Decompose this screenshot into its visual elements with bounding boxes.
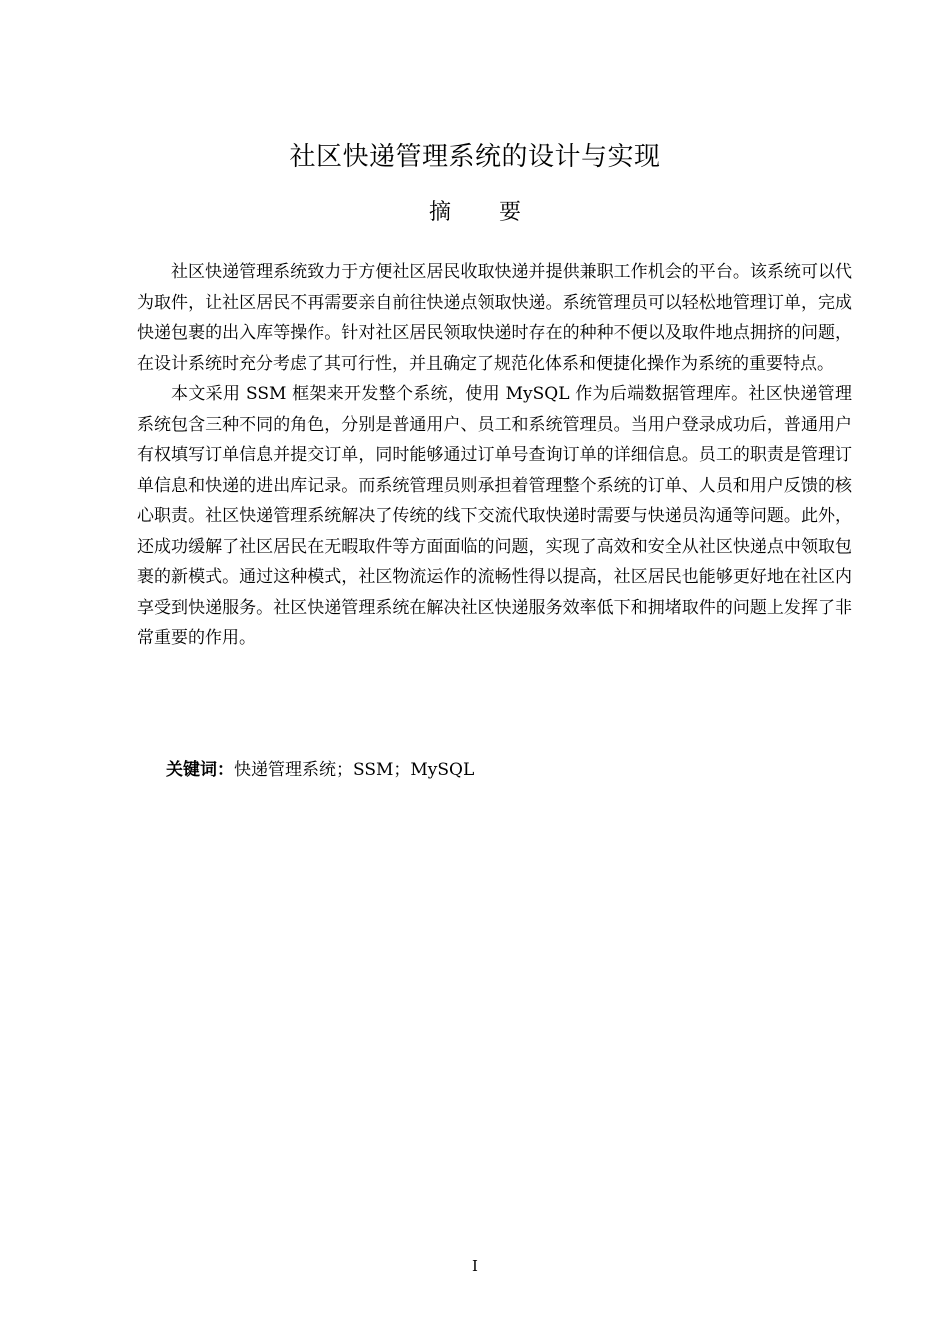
keywords-line [166, 757, 846, 783]
abstract-paragraph-2: 本文采用 SSM 框架来开发整个系统，使用 MySQL 作为后端数据管理库。社区快递管理系统包含三种不同的角色，分别是普通用户、员工和系统管理员。当用户登录成功后，普通用户有权填写订单信息并提交订单，同时能够通过订单号查询订单的详细信息。员工的职责是管理订单信息和快递的进出库记录。而系统管理员则承担着管理整个系统的订单、人员和用户反馈的核心职责。社区快递管理系统解决了传统的线下交流代取快递时需要与快递员沟通等问题。此外，还成功缓解了社区居民在无暇取件等方面面临的问题，实现了高效和安全从社区快递点中领取包裹的新模式。通过这种模式，社区物流运作的流畅性得以提高，社区居民也能够更好地在社区内享受到快递服务。社区快递管理系统在解决社区快递服务效率低下和拥堵取件的问题上发挥了非常重要的作用。 [137, 384, 852, 648]
keywords-label: 关键词： [166, 760, 234, 780]
keywords-value: 快递管理系统；SSM；MySQL [234, 760, 475, 780]
abstract-body [137, 257, 852, 654]
page-number: I [472, 1257, 478, 1275]
document-title: 社区快递管理系统的设计与实现 [289, 142, 661, 172]
abstract-paragraph-1: 社区快递管理系统致力于方便社区居民收取快递并提供兼职工作机会的平台。该系统可以代为取件，让社区居民不再需要亲自前往快递点领取快递。系统管理员可以轻松地管理订单，完成 快递包裹的出入库等操作。针对社区居民领取快递时存在的种种不便以及取件地点拥挤的问题，在设计系统时充分考虑了其可行性，并且确定了规范化体系和便捷化操作为系统的重要特点。 [137, 262, 852, 374]
abstract-heading: 摘要 [428, 200, 569, 225]
